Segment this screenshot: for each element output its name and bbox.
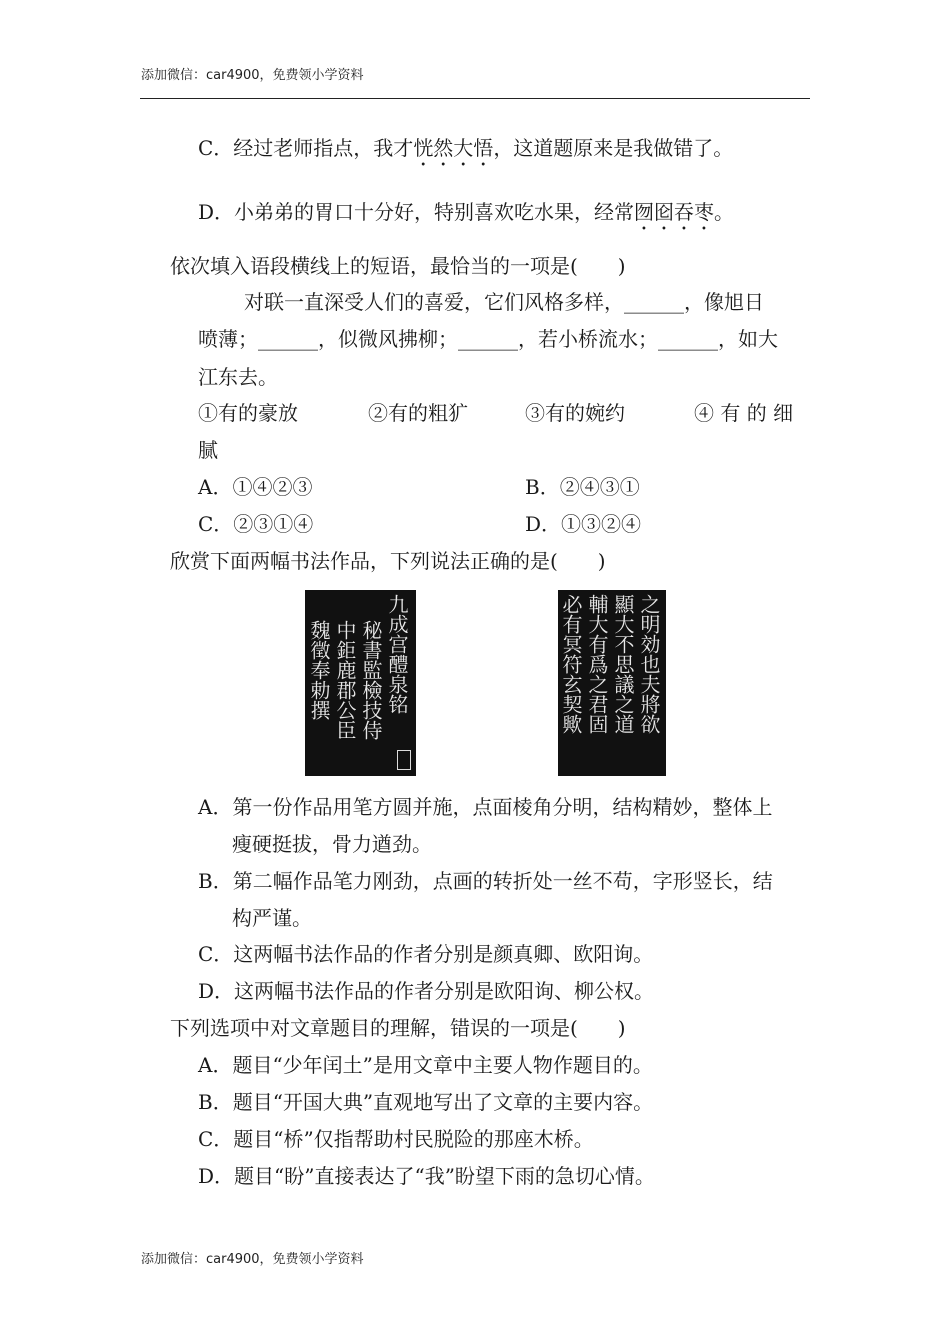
phrase-item: ②有的粗犷 (368, 401, 468, 425)
question-stem: 欣赏下面两幅书法作品，下列说法正确的是( ) (170, 549, 606, 573)
option-d: D．①③②④ (525, 512, 642, 536)
question-stem: 依次填入语段横线上的短语，最恰当的一项是( ) (170, 254, 626, 278)
option-a: A．①④②③ (198, 475, 313, 499)
question-stem: 下列选项中对文章题目的理解，错误的一项是( ) (170, 1016, 626, 1040)
phrase-item: ③有的婉约 (525, 401, 625, 425)
option-b: B．题目“开国大典”直观地写出了文章的主要内容。 (198, 1090, 654, 1114)
option-d: D．题目“盼”直接表达了“我”盼望下雨的急切心情。 (198, 1164, 655, 1188)
prev-option-c: C．经过老师指点，我才恍然大悟，这道题原来是我做错了。 (198, 136, 734, 160)
emphasized-idiom: 恍然大悟 (413, 136, 494, 160)
calligraphy-column: 之明効也夫將欲 (637, 594, 661, 734)
header-divider (140, 98, 810, 99)
calligraphy-column: 九成宫醴泉铭 (385, 594, 409, 714)
calligraphy-work-2 (558, 590, 666, 776)
emphasized-idiom: 囫囵吞枣 (634, 200, 715, 224)
option-b: B．②④③① (525, 475, 640, 499)
prev-option-d: D．小弟弟的胃口十分好，特别喜欢吃水果，经常囫囵吞枣。 (198, 200, 735, 224)
phrase-item-wrap: 腻 (198, 438, 218, 462)
calligraphy-column: 必有冥符玄契歟 (559, 594, 583, 734)
passage-line: 江东去。 (198, 365, 278, 389)
option-c: C．题目“桥”仅指帮助村民脱险的那座木桥。 (198, 1127, 594, 1151)
option-a-wrap: 瘦硬挺拔，骨力遒劲。 (232, 832, 432, 856)
page-header: 添加微信：car4900，免费领小学资料 (141, 68, 364, 83)
passage-line: 对联一直深受人们的喜爱，它们风格多样，______，像旭日 (244, 290, 764, 314)
phrase-item: ④ 有 的 细 (694, 401, 794, 425)
option-a: A．第一份作品用笔方圆并施，点面棱角分明，结构精妙，整体上 (198, 795, 773, 819)
calligraphy-column: 中鉅鹿郡公臣 (333, 620, 357, 740)
calligraphy-column: 輔大有爲之君固 (585, 594, 609, 734)
seal-stamp (397, 750, 411, 770)
option-c: C．②③①④ (198, 512, 314, 536)
calligraphy-column: 顯大不思議之道 (611, 594, 635, 734)
option-b-wrap: 构严谨。 (232, 906, 312, 930)
calligraphy-column: 秘書監檢技侍 (359, 620, 383, 740)
option-c: C．这两幅书法作品的作者分别是颜真卿、欧阳询。 (198, 942, 654, 966)
calligraphy-work-1 (305, 590, 416, 776)
option-b: B．第二幅作品笔力刚劲，点画的转折处一丝不苟，字形竖长，结 (198, 869, 773, 893)
page-footer: 添加微信：car4900，免费领小学资料 (141, 1252, 364, 1267)
passage-line: 喷薄；______，似微风拂柳；______，若小桥流水；______，如大 (198, 327, 778, 351)
option-d: D．这两幅书法作品的作者分别是欧阳询、柳公权。 (198, 979, 655, 1003)
option-a: A．题目“少年闰土”是用文章中主要人物作题目的。 (198, 1053, 653, 1077)
phrase-item: ①有的豪放 (198, 401, 298, 425)
calligraphy-column: 魏徵奉勅撰 (307, 620, 331, 720)
